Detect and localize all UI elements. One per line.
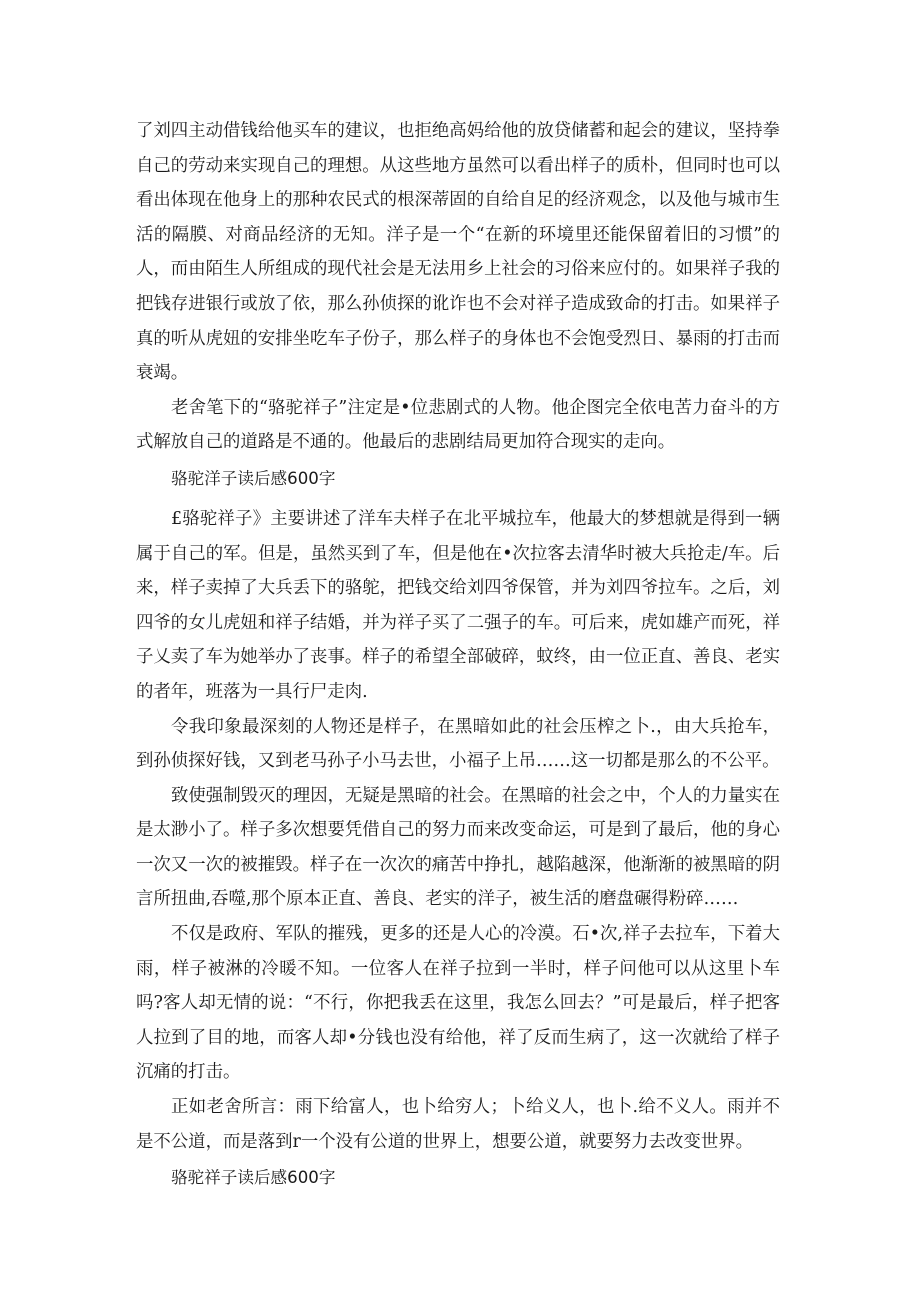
paragraph-7: 正如老舍所言：雨下给富人，也卜给穷人；卜给义人，也卜.给不义人。雨并不是不公道，而是落到r一个没有公道的世界上，想要公道，就要努力去改变世界。: [136, 1097, 780, 1152]
paragraph-5: 致使强制毁灭的理因，无疑是黑暗的社会。在黑暗的社会之中，个人的力量实在是太渺小了。样子多次想要凭借自己的努力而来改变命运，可是到了最后，他的身心一次又一次的被摧毁。样子在一次次的痛苦中挣扎，越陷越深，他渐渐的被黑暗的阴言所扭曲,吞噬,那个原本正直、善良、老实的洋子，被生活的磨盘碾得粉碎……: [136, 785, 780, 910]
paragraph-4: 令我印象最深刻的人物还是样子，在黑暗如此的社会压榨之卜.，由大兵抢车，到孙侦探好钱，又到老马孙子小马去世，小福子上吊……这一切都是那么的不公平。: [136, 716, 780, 772]
paragraph-3: £骆驼祥子》主要讲述了洋车夫样子在北平城拉车，他最大的梦想就是得到一辆属于自己的军。但是，虽然买到了车，但是他在•次拉客去清华时被大兵抢走/车。后来，样子卖掉了大兵丢下的骆鸵，把钱交给刘四爷保管，并为刘四爷拉车。之后，刘四爷的女儿虎妞和祥子结婚，并为祥子买了二强子的车。可后来，虎如雄产而死，祥子乂卖了车为她举办了丧事。样子的希望全部破碎，蚊终，由一位正直、善良、老实的者年，班落为一具行尸走肉.: [136, 508, 780, 702]
paragraph-2: 老舍笔下的“骆驼祥子”注定是•位悲剧式的人物。他企图完全依电苦力奋斗的方式解放自己的道路是不通的。他最后的悲剧结局更加符合现实的走向。: [136, 397, 780, 453]
section-heading-1: 骆驼洋子读后感600字: [171, 468, 336, 488]
section-heading-2: 骆驼祥子读后感600字: [171, 1168, 336, 1188]
document-body: [136, 114, 780, 1201]
paragraph-1: 了刘四主动借钱给他买车的建议，也拒绝高妈给他的放贷储蓄和起会的建议，坚持拳自己的劳动来实现自己的理想。从这些地方虽然可以看出样子的质朴，但同时也可以看出体现在他身上的那种农民式的根深蒂固的自给自足的经济观念，以及他与城市生活的隔膜、对商品经济的无知。洋子是一个“在新的环境里还能保留着旧的习惯”的人，而由陌生人所组成的现代社会是无法用乡上社会的习俗来应付的。如果祥子我的把钱存进银行或放了依，那么孙侦探的讹诈也不会对祥子造成致命的打击。如果祥子真的听从虎妞的安排坐吃车子份子，那么样子的身体也不会饱受烈日、暴雨的打击而衰竭。: [136, 121, 780, 384]
paragraph-6: 不仅是政府、军队的摧残，更多的还是人心的冷漠。石•次,祥子去拉车，下着大雨，样子被淋的冷暖不知。一位客人在祥子拉到一半时，样子问他可以从这里卜车吗?客人却无情的说：“不行，你把我丢在这里，我怎么回去？”可是最后，样子把客人拉到了目的地，而客人却•分钱也没有给他，祥了反而生病了，这一次就给了样子沉痛的打击。: [136, 924, 780, 1083]
